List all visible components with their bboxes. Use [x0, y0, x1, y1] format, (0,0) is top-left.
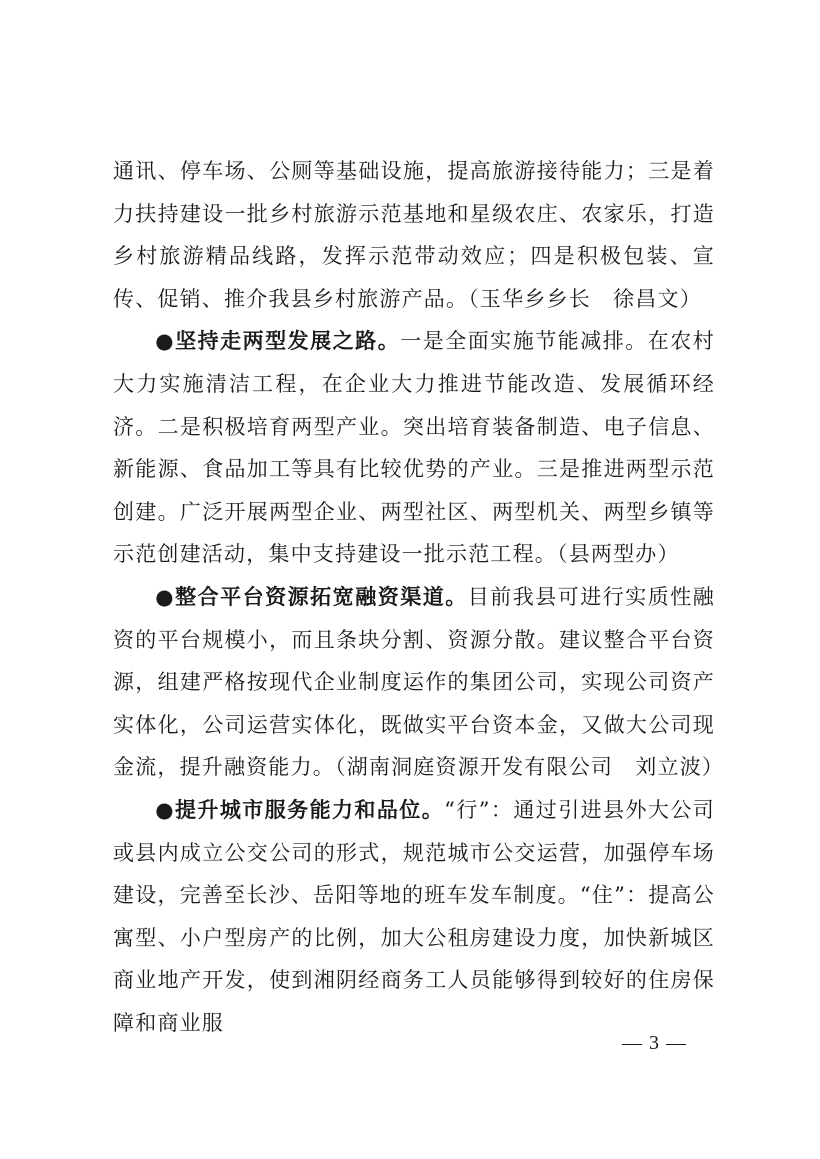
paragraph-heading: ●坚持走两型发展之路。	[155, 329, 401, 354]
paragraph-rural-tourism	[113, 150, 715, 320]
document-body	[113, 150, 725, 1044]
paragraph-heading: ●整合平台资源拓宽融资渠道。	[155, 584, 468, 609]
paragraph-text: 目前我县可进行实质性融资的平台规模小，而且条块分割、资源分散。建议整合平台资源，组建严格按现代企业制度运作的集团公司，实现公司资产实体化，公司运营实体化，既做实平台资本金，又做大公司现金流，提升融资能力。（湖南洞庭资源开发有限公司 刘立波）	[113, 584, 725, 780]
paragraph-heading: ●提升城市服务能力和品位。	[155, 797, 445, 822]
paragraph-text: 一是全面实施节能减排。在农村大力实施清洁工程，在企业大力推进节能改造、发展循环经济。二是积极培育两型产业。突出培育装备制造、电子信息、新能源、食品加工等具有比较优势的产业。三是推进两型示范创建。广泛开展两型企业、两型社区、两型机关、两型乡镇等示范创建活动，集中支持建设一批示范工程。（县两型办）	[113, 329, 715, 567]
paragraph-financing-platform	[113, 576, 725, 789]
paragraph-two-type-development	[113, 320, 715, 576]
paragraph-text: “行”：通过引进县外大公司或县内成立公交公司的形式，规范城市公交运营，加强停车场建设，完善至长沙、岳阳等地的班车发车制度。“住”：提高公寓型、小户型房产的比例，加大公租房建设力度，加快新城区商业地产开发，使到湘阴经商务工人员能够得到较好的住房保障和商业服	[113, 797, 715, 1035]
paragraph-text: 通讯、停车场、公厕等基础设施，提高旅游接待能力；三是着力扶持建设一批乡村旅游示范基地和星级农庄、农家乐，打造乡村旅游精品线路，发挥示范带动效应；四是积极包装、宣传、促销、推介我县乡村旅游产品。（玉华乡乡长 徐昌文）	[113, 159, 715, 311]
page-number: — 3 —	[622, 1032, 687, 1054]
paragraph-city-service	[113, 789, 715, 1045]
